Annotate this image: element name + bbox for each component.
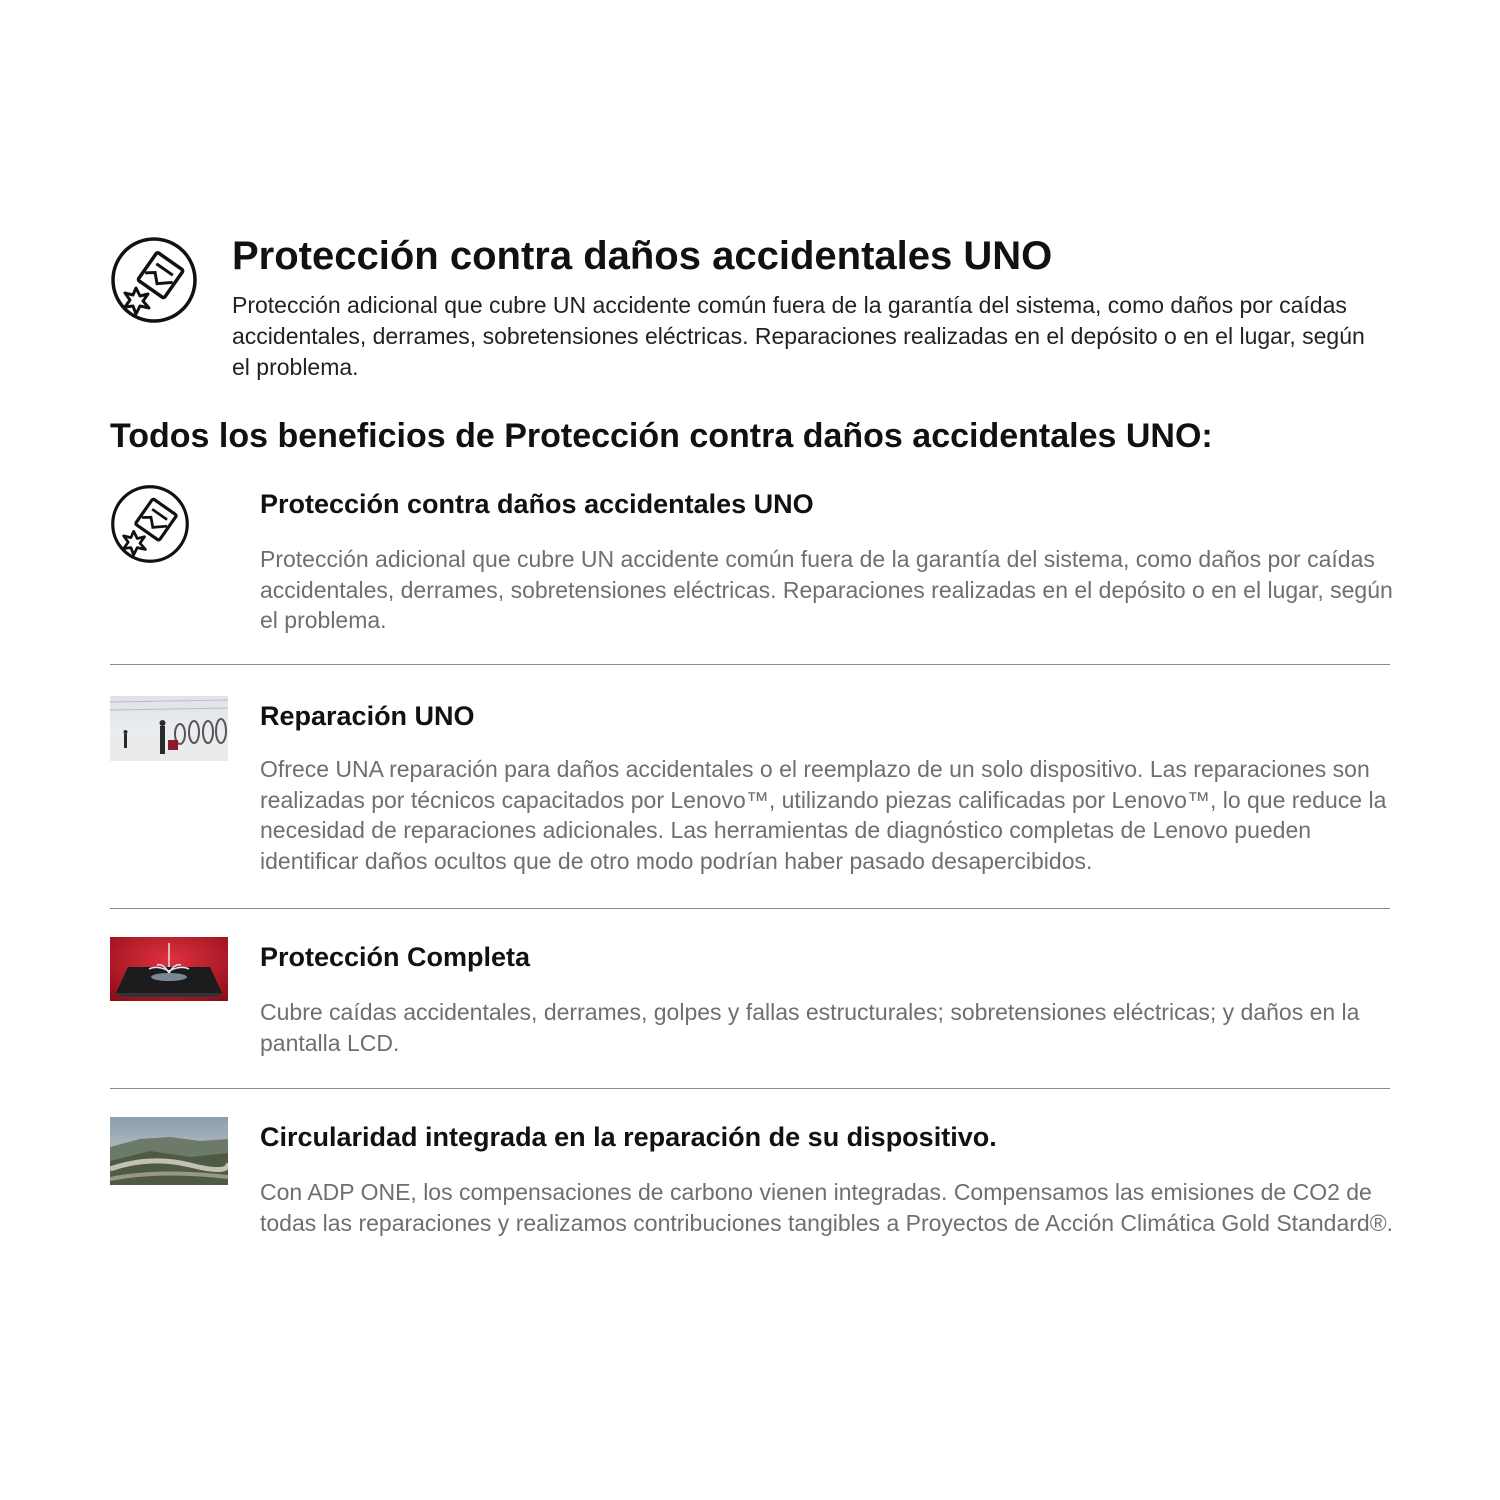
benefit-title: Protección contra daños accidentales UNO	[260, 489, 814, 519]
benefit-description: Ofrece UNA reparación para daños accidentales o el reemplazo de un solo dispositivo. Las reparaciones son realizadas por técnicos capacitados por Lenovo™, utilizando piezas calificadas por Lenovo™, lo que reduce la necesidad de reparaciones adicionales. Las herramientas de diagnóstico completas de Lenovo pueden identificar daños ocultos que de otro modo podrían haber pasado desapercibidos.	[260, 756, 1387, 874]
benefit-description: Con ADP ONE, los compensaciones de carbono vienen integradas. Compensamos las emisiones de CO2 de todas las reparaciones y realizamos contribuciones tangibles a Proyectos de Acción Climática Gold Standard®.	[260, 1179, 1394, 1236]
benefit-description: Cubre caídas accidentales, derrames, golpes y fallas estructurales; sobretensiones eléctricas; y daños en la pantalla LCD.	[260, 999, 1360, 1056]
benefit-title: Reparación UNO	[260, 701, 475, 731]
shield-damage-icon	[110, 484, 190, 564]
benefit-title: Protección Completa	[260, 942, 531, 972]
benefit-description: Protección adicional que cubre UN accidente común fuera de la garantía del sistema, como daños por caídas accidentales, derrames, sobretensiones eléctricas. Reparaciones realizadas en el depósito o en el lugar, según el problema.	[260, 546, 1393, 633]
divider	[110, 1088, 1390, 1089]
hero-description: Protección adicional que cubre UN accidente común fuera de la garantía del sistema, como daños por caídas accidentales, derrames, sobretensiones eléctricas. Reparaciones realizadas en el depósito o en el lugar, según el problema.	[232, 292, 1365, 380]
shield-damage-icon	[110, 236, 198, 324]
repair-lab-photo	[110, 696, 228, 761]
hero-title: Protección contra daños accidentales UNO	[232, 234, 1053, 278]
benefit-title: Circularidad integrada en la reparación de su dispositivo.	[260, 1122, 997, 1152]
divider	[110, 908, 1390, 909]
laptop-spill-photo	[110, 937, 228, 1001]
landscape-photo	[110, 1117, 228, 1185]
benefits-heading: Todos los beneficios de Protección contra daños accidentales UNO:	[110, 417, 1213, 455]
divider	[110, 664, 1390, 665]
